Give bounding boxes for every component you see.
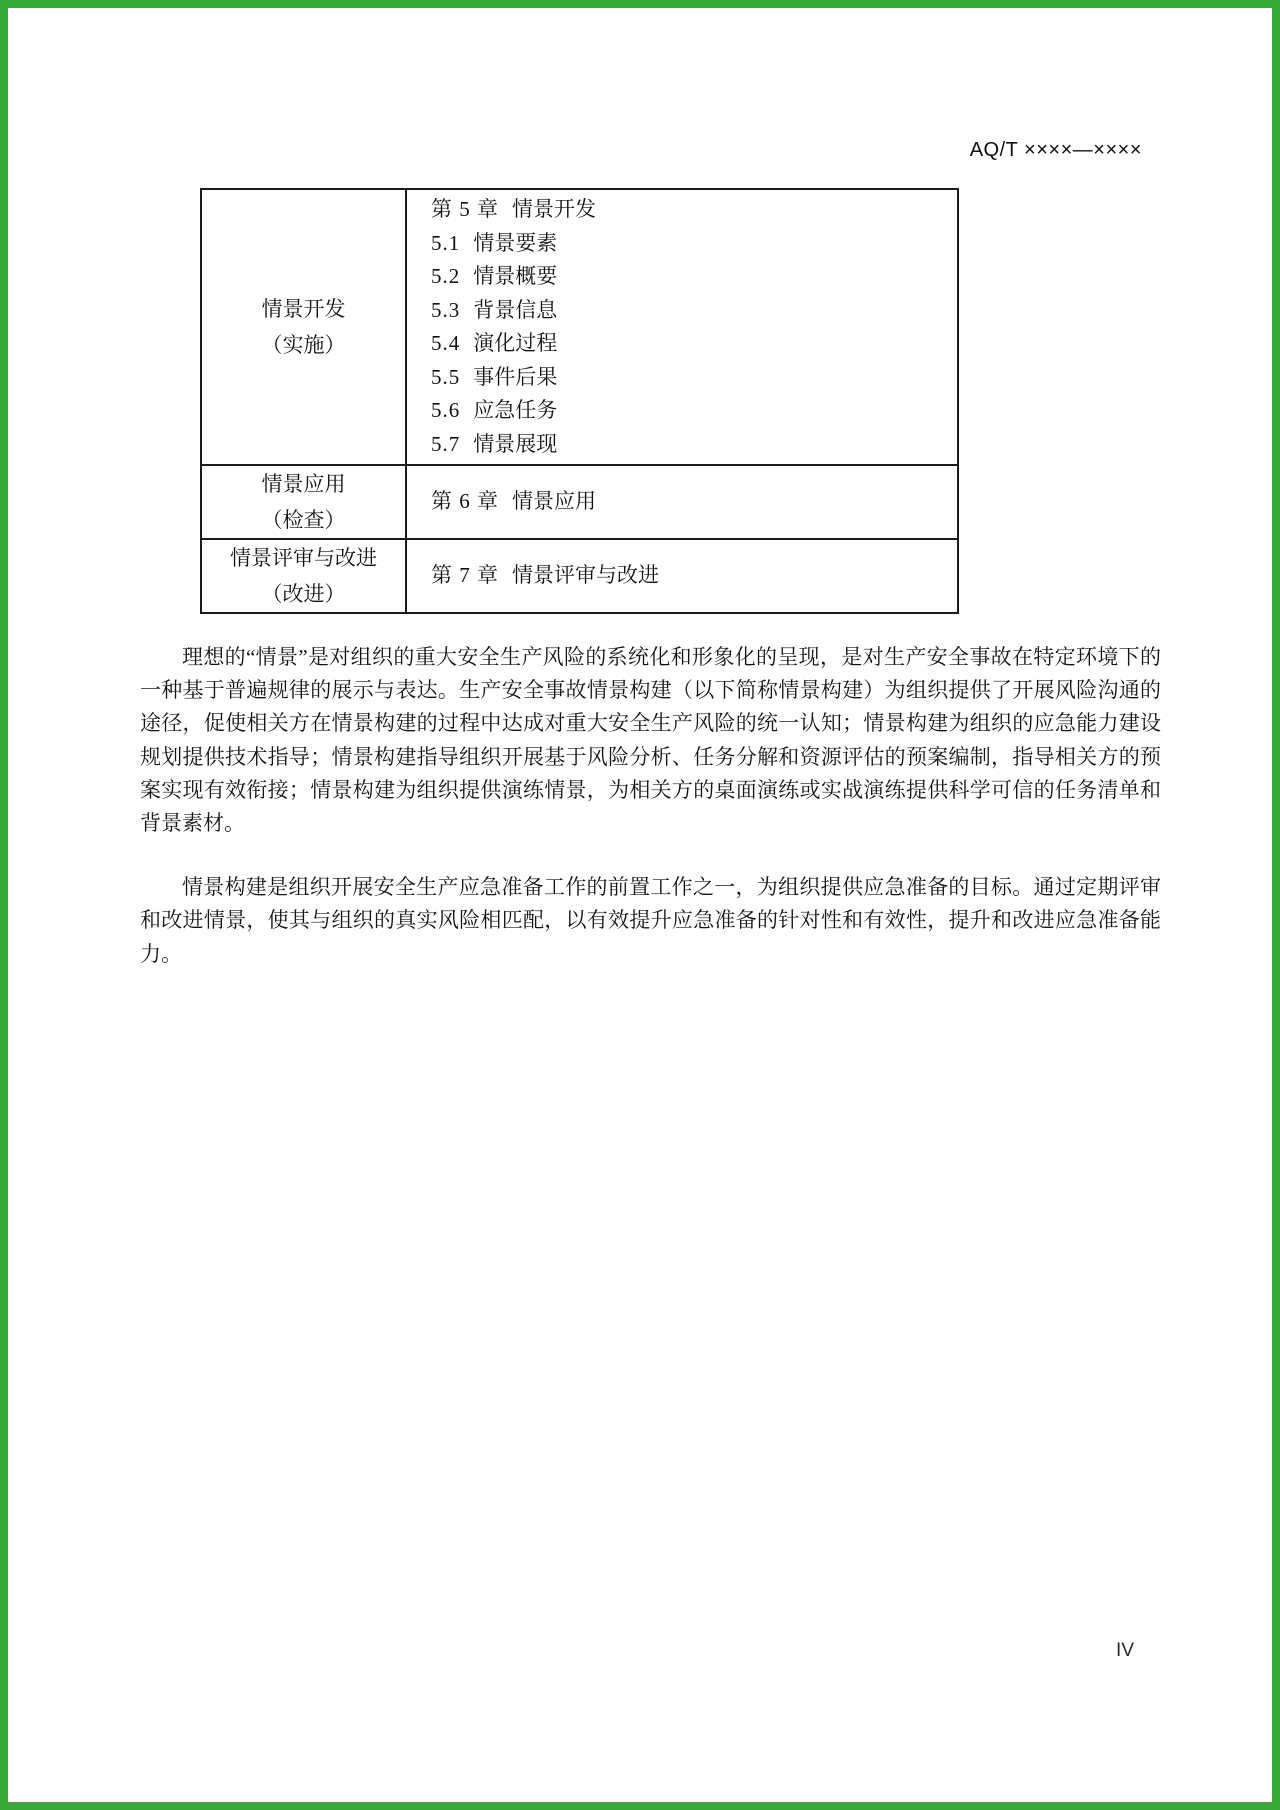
stage-name: 情景应用	[261, 472, 346, 496]
paragraph-scenario-purpose: 情景构建是组织开展安全生产应急准备工作的前置工作之一，为组织提供应急准备的目标。通过定期评审和改进情景，使其与组织的真实风险相匹配，以有效提升应急准备的针对性和有效性，提升和改进应急准备能力。	[140, 875, 1161, 966]
chapter-number: 5.2	[431, 264, 461, 288]
chapter-line	[431, 361, 951, 395]
stage-name: 情景评审与改进	[230, 546, 377, 570]
chapter-line	[431, 227, 951, 261]
chapter-cell-review	[406, 539, 958, 613]
chapter-number: 第 5 章	[431, 197, 499, 221]
stage-pdca-label: （实施）	[261, 333, 346, 357]
chapter-line	[431, 485, 951, 519]
chapter-number: 5.6	[431, 398, 461, 422]
paragraph-scenario-definition: 理想的“情景”是对组织的重大安全生产风险的系统化和形象化的呈现，是对生产安全事故在特定环境下的一种基于普遍规律的展示与表达。生产安全事故情景构建（以下简称情景构建）为组织提供了开展风险沟通的途径，促使相关方在情景构建的过程中达成对重大安全生产风险的统一认知；情景构建为组织的应急能力建设规划提供技术指导；情景构建指导组织开展基于风险分析、任务分解和资源评估的预案编制，指导相关方的预案实现有效衔接；情景构建为组织提供演练情景，为相关方的桌面演练或实战演练提供科学可信的任务清单和背景素材。	[140, 645, 1161, 836]
table-row	[201, 189, 958, 465]
chapter-title: 情景评审与改进	[512, 563, 659, 588]
chapter-number: 5.1	[431, 230, 461, 255]
stage-cell-application	[201, 465, 406, 539]
chapter-cell-development	[406, 189, 958, 465]
body-text	[140, 641, 1161, 971]
chapter-line	[431, 294, 951, 328]
chapter-cell-application	[406, 465, 958, 539]
standard-doc-number: AQ/T ××××—××××	[969, 139, 1142, 161]
stage-name: 情景开发	[261, 297, 346, 321]
chapter-title: 事件后果	[473, 364, 558, 389]
chapter-title: 背景信息	[473, 297, 558, 322]
chapter-line	[431, 327, 951, 361]
stage-cell-review	[201, 539, 406, 613]
chapter-number: 5.5	[431, 364, 461, 389]
chapter-number: 5.4	[431, 331, 461, 355]
chapter-number: 第 6 章	[431, 489, 499, 514]
chapter-number: 5.7	[431, 431, 461, 456]
chapter-line	[431, 193, 951, 227]
chapter-number: 第 7 章	[431, 563, 499, 588]
chapter-title: 应急任务	[473, 398, 558, 422]
chapter-number: 5.3	[431, 297, 461, 322]
chapter-line	[431, 559, 951, 593]
chapter-title: 情景应用	[512, 489, 596, 514]
page-number: IV	[1116, 1640, 1134, 1661]
chapter-title: 演化过程	[473, 331, 558, 355]
chapter-line	[431, 394, 951, 428]
chapter-title: 情景概要	[473, 264, 558, 288]
chapter-title: 情景开发	[512, 197, 596, 221]
chapter-line	[431, 260, 951, 294]
chapter-title: 情景展现	[473, 431, 558, 456]
stage-pdca-label: （改进）	[261, 582, 346, 606]
table-row	[201, 539, 958, 613]
table-row	[201, 465, 958, 539]
scenario-stage-chapter-table	[200, 188, 959, 614]
stage-cell-development	[201, 189, 406, 465]
chapter-title: 情景要素	[473, 230, 558, 255]
chapter-line	[431, 428, 951, 462]
stage-pdca-label: （检查）	[261, 508, 346, 532]
